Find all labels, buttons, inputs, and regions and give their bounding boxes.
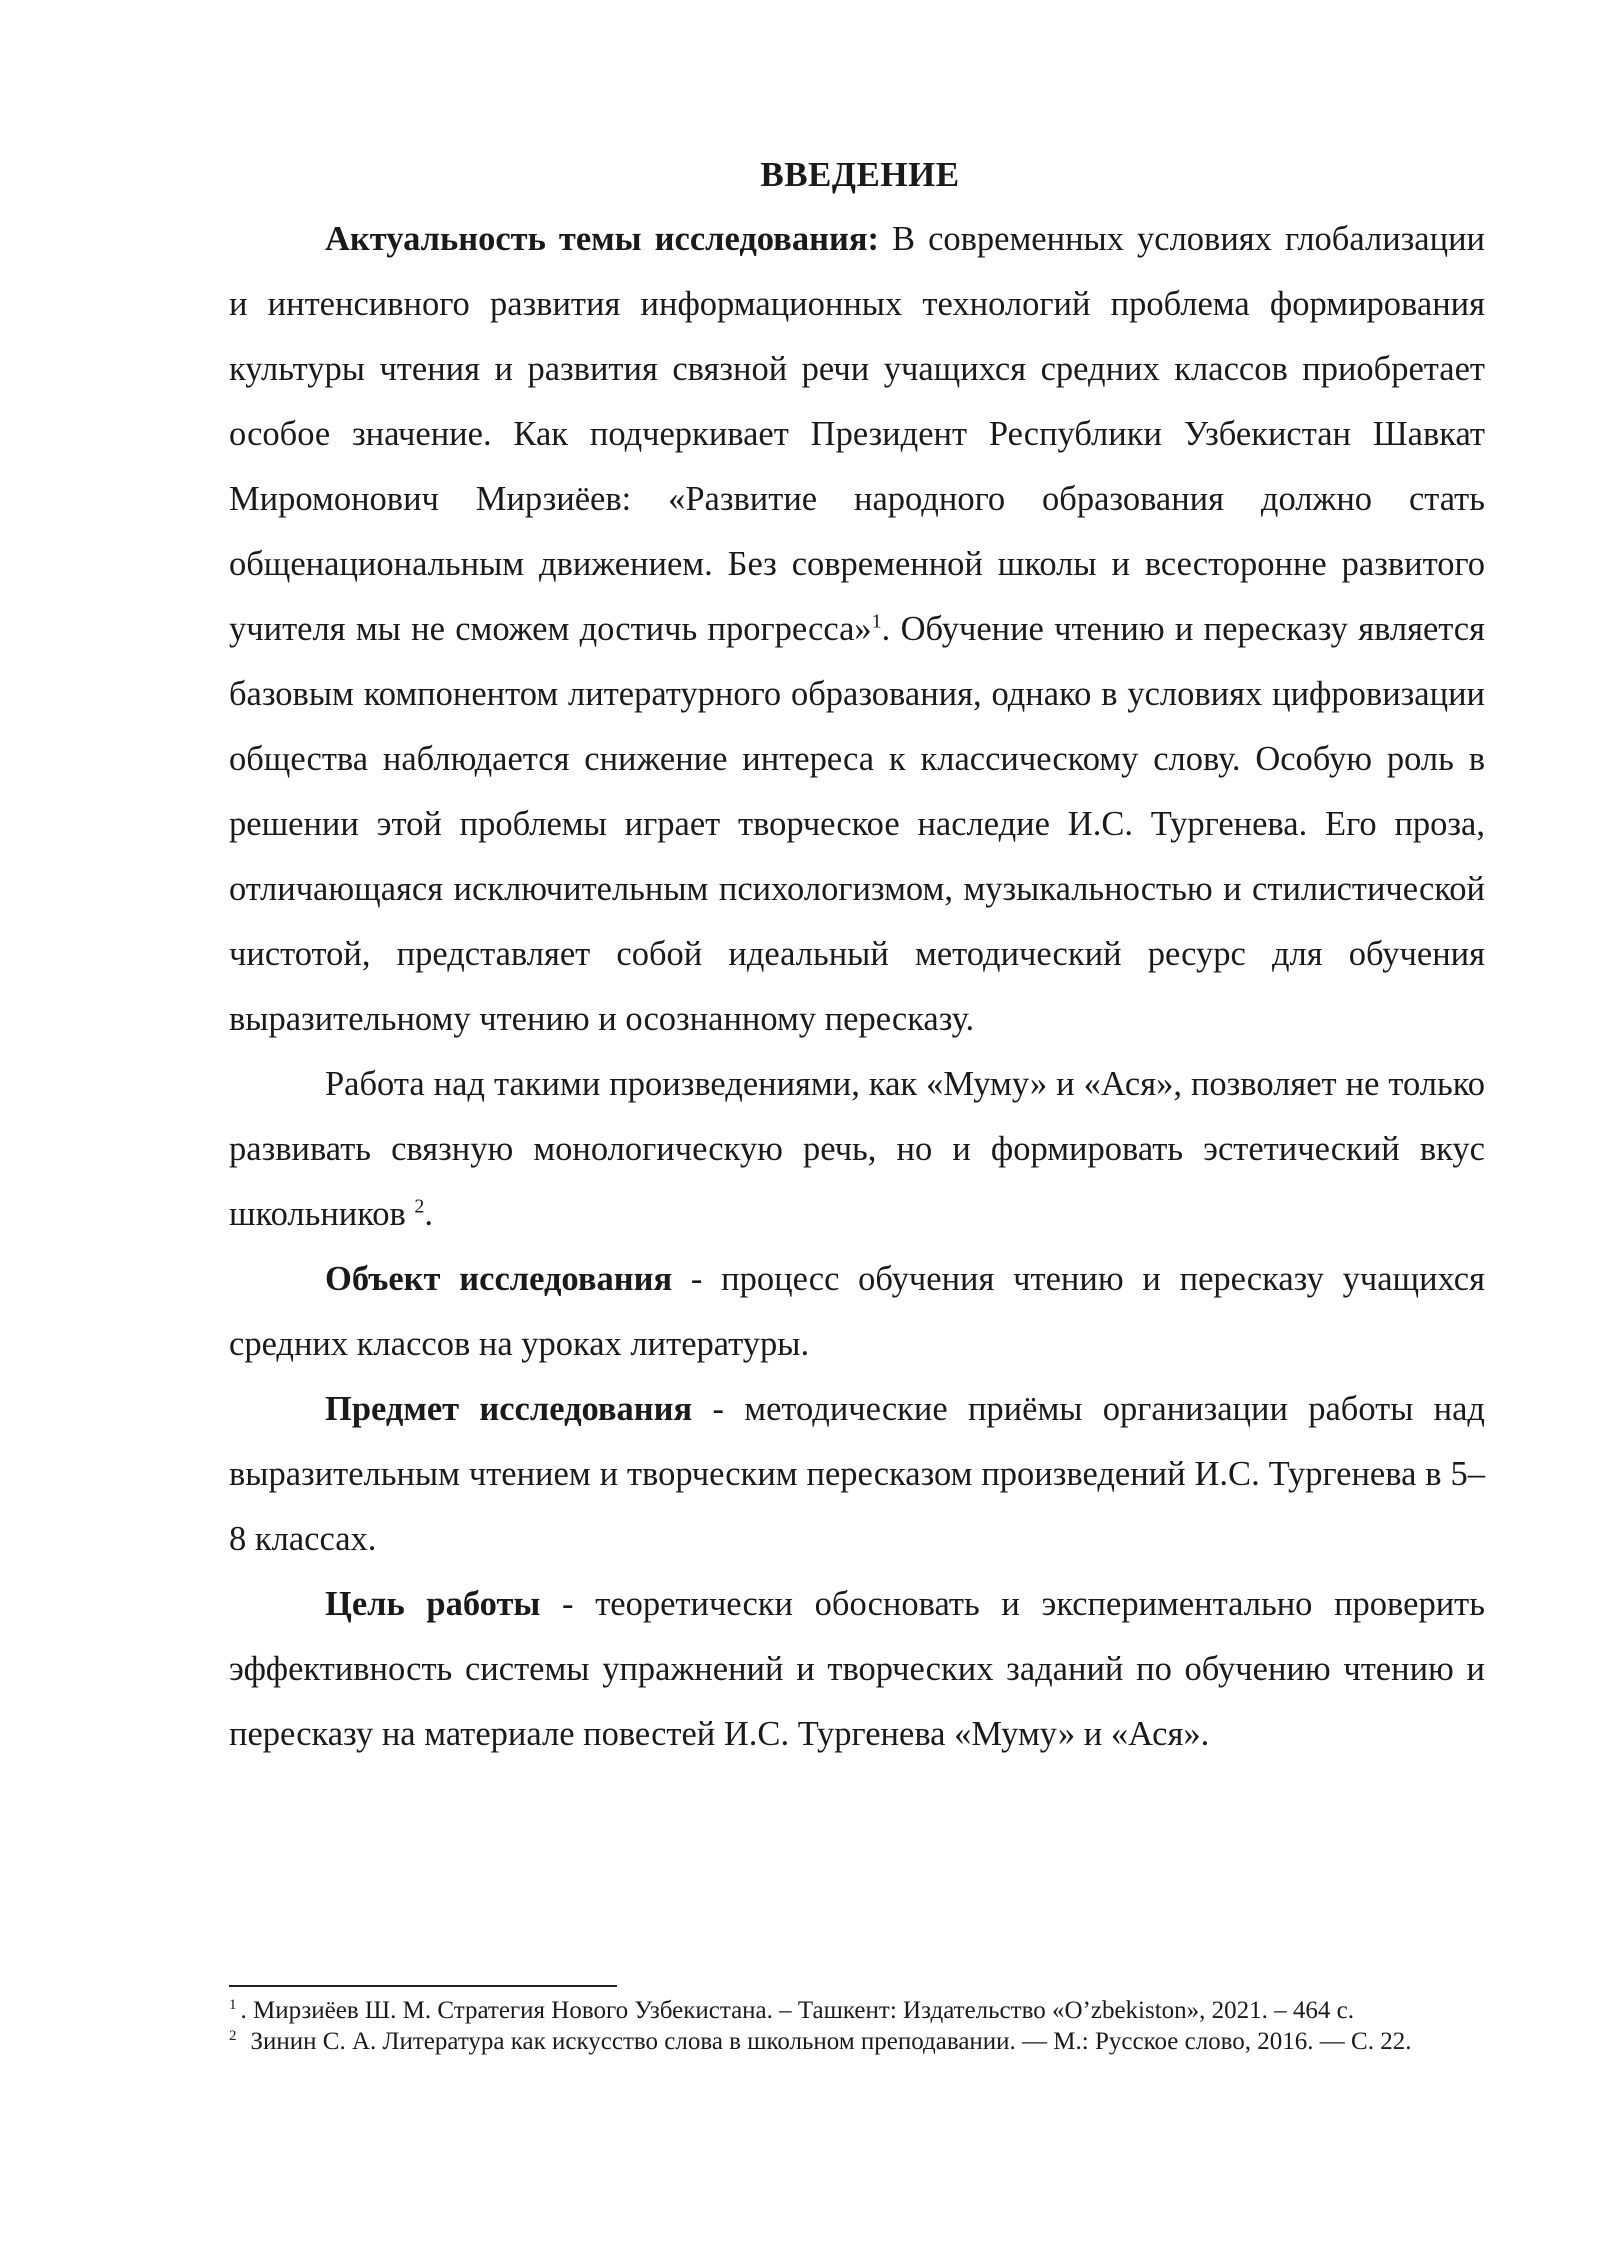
section-heading: ВВЕДЕНИЕ [760, 155, 960, 194]
goal-label: Цель работы [325, 1585, 541, 1623]
footnote-2-text: Зинин С. А. Литература как искусство слова в школьном преподавании. — М.: Русское слово, 2016. — С. 22. [250, 2028, 1412, 2055]
document-body [229, 207, 1485, 1767]
object-label: Объект исследования [325, 1260, 673, 1298]
footnote-1 [229, 1995, 1485, 2026]
footnote-1-text: . Мирзиёев Ш. М. Стратегия Нового Узбекистана. – Ташкент: Издательство «O’zbekiston», 2021. – 464 с. [240, 1997, 1355, 2024]
footnote-2 [229, 2026, 1485, 2057]
object-paragraph [229, 1247, 1485, 1377]
footnotes [229, 1995, 1485, 2057]
footnote-2-marker: 2 [229, 2027, 237, 2044]
works-paragraph [229, 1052, 1485, 1247]
footnote-ref-1: 1 [871, 610, 882, 633]
subject-text: - методические приёмы организации работы над выразительным чтением и творческим пересказом произведений И.С. Тургенева в 5–8 классах. [229, 1390, 1485, 1558]
goal-text: - теоретически обосновать и экспериментально проверить эффективность системы упражнений и творческих заданий по обучению чтению и пересказу на материале повестей И.С. Тургенева «Муму» и «Ася». [229, 1585, 1485, 1753]
relevance-text-part-2: . Обучение чтению и пересказу является базовым компонентом литературного образования, однако в условиях цифровизации общества наблюдается снижение интереса к классическому слову. Особую роль в решении этой проблемы играет творческое наследие И.С. Тургенева. Его проза, отличающаяся исключительным психологизмом, музыкальностью и стилистической чистотой, представляет собой идеальный методический ресурс для обучения выразительному чтению и осознанному пересказу. [229, 610, 1485, 1038]
works-text-part-2: . [424, 1195, 434, 1233]
relevance-paragraph [229, 207, 1485, 1052]
footnote-ref-2: 2 [414, 1195, 425, 1218]
subject-label: Предмет исследования [325, 1390, 693, 1428]
goal-paragraph [229, 1572, 1485, 1767]
relevance-text-part-1: В современных условиях глобализации и интенсивного развития информационных технологий проблема формирования культуры чтения и развития связной речи учащихся средних классов приобретает особое значение. Как подчеркивает Президент Республики Узбекистан Шавкат Миромонович Мирзиёев: «Развитие народного образования должно стать общенациональным движением. Без современной школы и всесторонне развитого учителя мы не сможем достичь прогресса» [229, 220, 1485, 648]
relevance-label: Актуальность темы исследования: [325, 220, 879, 258]
footnote-1-marker: 1 [229, 1996, 237, 2013]
works-text-part-1: Работа над такими произведениями, как «Муму» и «Ася», позволяет не только развивать связную монологическую речь, но и формировать эстетический вкус школьников [229, 1065, 1485, 1233]
object-text: - процесс обучения чтению и пересказу учащихся средних классов на уроках литературы. [229, 1260, 1485, 1363]
footnote-separator [229, 1985, 617, 1987]
subject-paragraph [229, 1377, 1485, 1572]
